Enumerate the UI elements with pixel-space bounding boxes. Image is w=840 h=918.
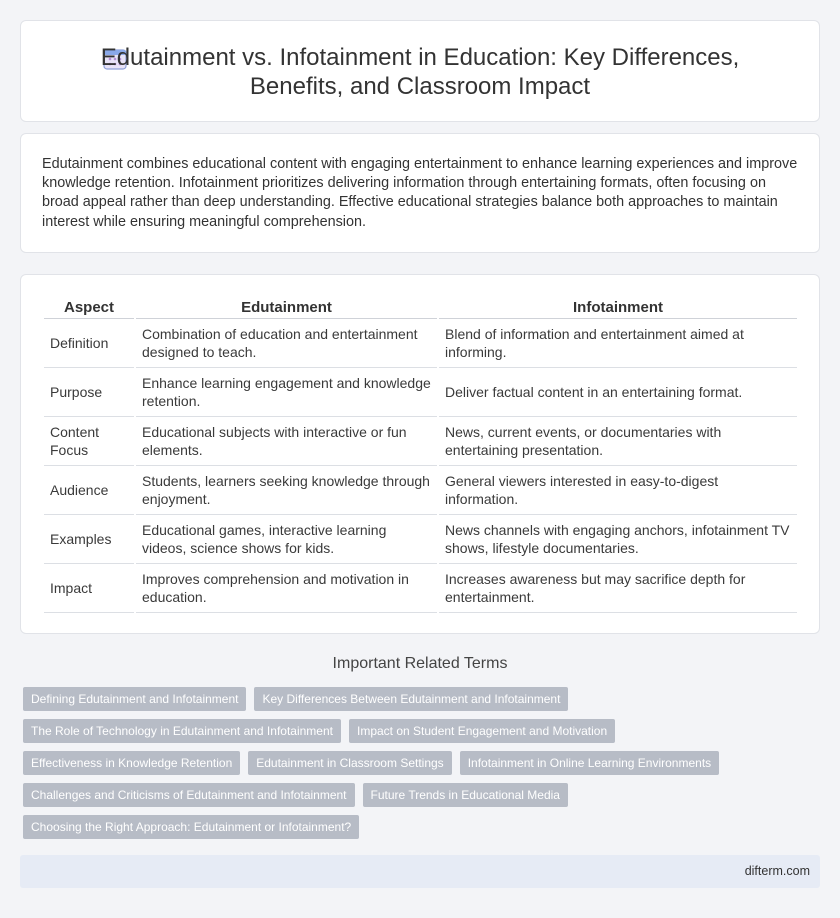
footer	[20, 855, 820, 888]
edutainment-cell: Students, learners seeking knowledge through enjoyment.	[136, 466, 437, 515]
header-aspect: Aspect	[44, 297, 134, 319]
aspect-cell: Audience	[44, 466, 134, 515]
tag-row	[23, 751, 813, 775]
footer-site-link[interactable]: difterm.com	[744, 864, 810, 878]
edutainment-cell: Improves comprehension and motivation in education.	[136, 564, 437, 613]
infotainment-cell: Deliver factual content in an entertaining format.	[439, 368, 797, 417]
related-term-link[interactable]: The Role of Technology in Edutainment and Infotainment	[23, 719, 341, 743]
comparison-table	[42, 297, 799, 613]
table-row	[44, 515, 797, 564]
related-terms-list	[23, 687, 813, 847]
title-card	[20, 20, 820, 122]
infotainment-cell: Increases awareness but may sacrifice depth for entertainment.	[439, 564, 797, 613]
intro-card	[20, 133, 820, 253]
tag-row	[23, 815, 813, 839]
edutainment-cell: Enhance learning engagement and knowledge retention.	[136, 368, 437, 417]
table-header-row	[44, 297, 797, 319]
aspect-cell: Examples	[44, 515, 134, 564]
table-row	[44, 319, 797, 368]
table-row	[44, 564, 797, 613]
related-term-link[interactable]: Challenges and Criticisms of Edutainment and Infotainment	[23, 783, 355, 807]
aspect-cell: Purpose	[44, 368, 134, 417]
tag-row	[23, 687, 813, 711]
infotainment-cell: General viewers interested in easy-to-digest information.	[439, 466, 797, 515]
header-edutainment: Edutainment	[136, 297, 437, 319]
related-term-link[interactable]: Key Differences Between Edutainment and Infotainment	[254, 687, 568, 711]
edutainment-cell: Educational games, interactive learning videos, science shows for kids.	[136, 515, 437, 564]
aspect-cell: Definition	[44, 319, 134, 368]
page-title: Edutainment vs. Infotainment in Education: Key Differences, Benefits, and Classroom Impact	[100, 44, 740, 100]
related-term-link[interactable]: Defining Edutainment and Infotainment	[23, 687, 246, 711]
edutainment-cell: Combination of education and entertainment designed to teach.	[136, 319, 437, 368]
tag-row	[23, 719, 813, 743]
related-terms-heading: Important Related Terms	[332, 655, 508, 672]
comparison-card	[20, 274, 820, 634]
related-term-link[interactable]: Edutainment in Classroom Settings	[248, 751, 451, 775]
edutainment-cell: Educational subjects with interactive or fun elements.	[136, 417, 437, 466]
aspect-cell: Content Focus	[44, 417, 134, 466]
related-term-link[interactable]: Infotainment in Online Learning Environments	[460, 751, 719, 775]
header-infotainment: Infotainment	[439, 297, 797, 319]
infotainment-cell: Blend of information and entertainment aimed at informing.	[439, 319, 797, 368]
infotainment-cell: News, current events, or documentaries with entertaining presentation.	[439, 417, 797, 466]
intro-paragraph: Edutainment combines educational content with engaging entertainment to enhance learning experiences and improve knowledge retention. Infotainment prioritizes delivering information through entertaining formats, often focusing on broad appeal rather than deep understanding. Effective educational strategies balance both approaches to maintain interest while ensuring meaningful comprehension.	[42, 156, 798, 230]
related-term-link[interactable]: Impact on Student Engagement and Motivation	[349, 719, 615, 743]
tag-row	[23, 783, 813, 807]
related-term-link[interactable]: Effectiveness in Knowledge Retention	[23, 751, 240, 775]
related-term-link[interactable]: Choosing the Right Approach: Edutainment or Infotainment?	[23, 815, 359, 839]
infotainment-cell: News channels with engaging anchors, infotainment TV shows, lifestyle documentaries.	[439, 515, 797, 564]
related-term-link[interactable]: Future Trends in Educational Media	[363, 783, 568, 807]
table-row	[44, 466, 797, 515]
table-row	[44, 368, 797, 417]
table-row	[44, 417, 797, 466]
aspect-cell: Impact	[44, 564, 134, 613]
